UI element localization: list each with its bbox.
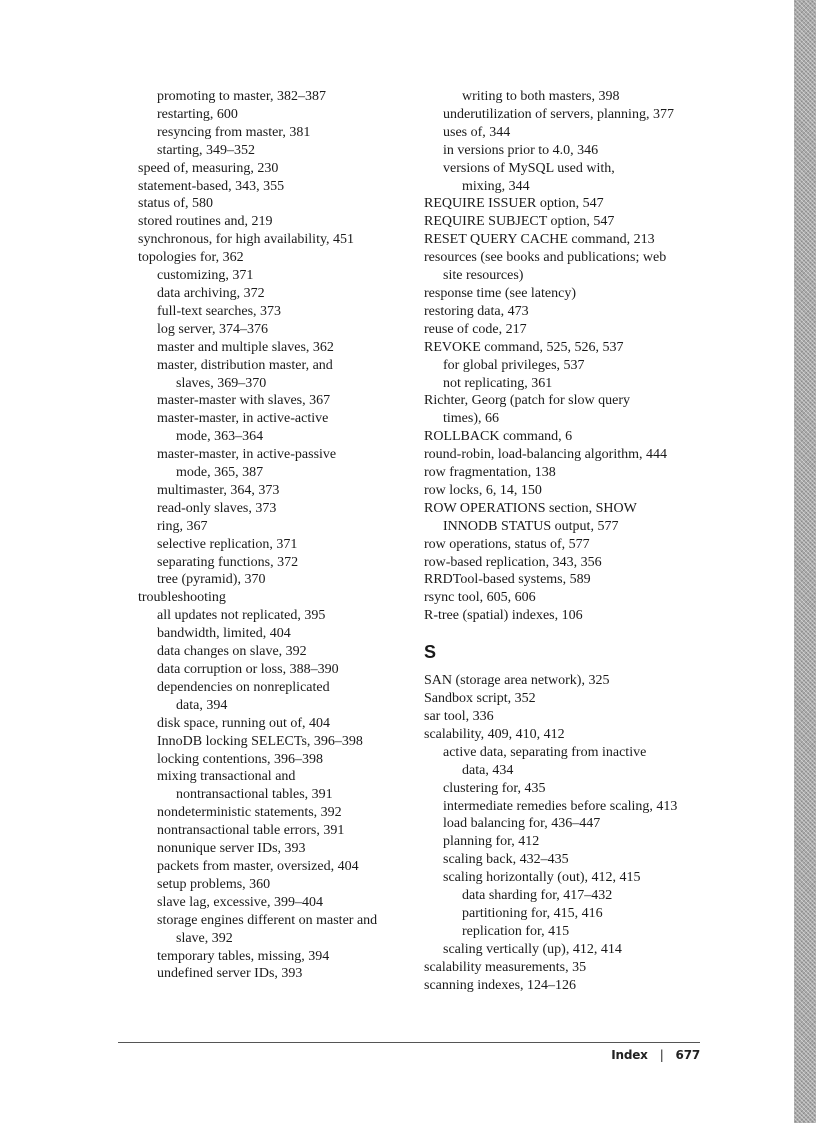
index-entry-text: multimaster, 364, 373 [157,482,280,498]
index-entry-text: speed of, measuring, 230 [138,160,279,176]
index-entry-continuation: slave, 392 [176,930,233,946]
index-entry [138,249,408,267]
index-entry-text: master-master, in active-active [157,411,329,427]
index-entry [157,142,408,160]
index-entry-continuation: mixing, 344 [462,178,530,194]
index-column-left [138,88,408,983]
index-entry [157,661,408,679]
index-entry [157,285,408,303]
index-entry [424,321,709,339]
index-entry-text: disk space, running out of, 404 [157,715,331,731]
index-entry [424,726,709,744]
index-entry-text: reuse of code, 217 [424,321,527,337]
index-entry-text: clustering for, 435 [443,780,546,796]
index-entry [157,124,408,142]
index-entry [424,195,709,213]
index-entry [424,392,709,428]
index-entry-text: read-only slaves, 373 [157,500,277,516]
index-entry-continuation: data, 394 [176,697,228,713]
index-entry-text: data sharding for, 417–432 [462,888,613,904]
index-entry-text: resources (see books and publications; web [424,250,667,266]
index-entry-text: underutilization of servers, planning, 377 [443,106,674,122]
index-entry [424,672,709,690]
index-entry [462,923,709,941]
footer-section-label: Index [611,1048,648,1062]
index-entry [157,357,408,393]
index-entry [157,554,408,572]
footer-rule [118,1042,700,1043]
index-entry-text: row operations, status of, 577 [424,536,590,552]
index-entry [443,941,709,959]
index-entry-text: stored routines and, 219 [138,214,273,230]
index-entry [157,446,408,482]
index-entry-text: data changes on slave, 392 [157,644,307,660]
index-entry [443,833,709,851]
index-entry-text: SAN (storage area network), 325 [424,673,610,689]
index-entry [157,876,408,894]
index-entry [424,339,709,357]
index-entry-text: for global privileges, 537 [443,357,585,373]
index-entry-text: separating functions, 372 [157,554,299,570]
index-entry [157,607,408,625]
index-entry-text: nondeterministic statements, 392 [157,805,342,821]
index-entry-text: Sandbox script, 352 [424,691,536,707]
index-entry-text: undefined server IDs, 393 [157,966,303,982]
index-entry-text: planning for, 412 [443,834,540,850]
index-entry-text: synchronous, for high availability, 451 [138,232,355,248]
index-entry-continuation: nontransactional tables, 391 [176,787,333,803]
index-entry-text: master-master with slaves, 367 [157,393,331,409]
index-column-right [424,88,709,995]
index-entry [443,780,709,798]
index-entry-text: partitioning for, 415, 416 [462,905,603,921]
index-entry [157,267,408,285]
index-entry-text: versions of MySQL used with, [443,160,615,176]
index-entry [138,231,408,249]
index-entry [157,321,408,339]
index-entry [443,798,709,816]
index-entry [424,708,709,726]
index-entry-text: rsync tool, 605, 606 [424,590,536,606]
index-entry [157,571,408,589]
index-entry [157,822,408,840]
index-entry [157,536,408,554]
index-entry-text: nontransactional table errors, 391 [157,823,345,839]
index-entry-text: status of, 580 [138,196,214,212]
index-entry-text: master and multiple slaves, 362 [157,339,334,355]
index-entry [157,339,408,357]
index-entry-text: round-robin, load-balancing algorithm, 444 [424,447,667,463]
index-entry-continuation: slaves, 369–370 [176,375,267,391]
index-entry [424,571,709,589]
index-entry [157,948,408,966]
index-entry-text: REVOKE command, 525, 526, 537 [424,339,624,355]
index-entry [157,733,408,751]
index-entry [424,249,709,285]
index-entry [157,518,408,536]
index-entry [157,768,408,804]
index-entry [157,643,408,661]
index-entry-text: scanning indexes, 124–126 [424,977,577,993]
index-entry-text: load balancing for, 436–447 [443,816,601,832]
index-entry-text: replication for, 415 [462,923,570,939]
page-footer [611,1048,700,1062]
index-entry [157,679,408,715]
index-entry-continuation: mode, 363–364 [176,429,264,445]
index-entry-text: row fragmentation, 138 [424,465,556,481]
index-entry-text: customizing, 371 [157,268,254,284]
index-entry [443,142,709,160]
index-entry-continuation: INNODB STATUS output, 577 [443,518,619,534]
index-entry-text: scaling horizontally (out), 412, 415 [443,870,641,886]
section-letter-heading: S [424,642,437,663]
index-entry-text: mixing transactional and [157,769,296,785]
index-entry [157,840,408,858]
index-entry [157,106,408,124]
index-entry-text: restoring data, 473 [424,303,529,319]
index-entry-continuation: times), 66 [443,411,499,427]
index-entry-text: row locks, 6, 14, 150 [424,482,542,498]
index-entry-text: data archiving, 372 [157,285,265,301]
index-entry-text: REQUIRE ISSUER option, 547 [424,196,604,212]
index-entry-text: uses of, 344 [443,124,511,140]
index-entry-text: row-based replication, 343, 356 [424,554,602,570]
index-entry [424,464,709,482]
index-entry [157,894,408,912]
index-entry [424,285,709,303]
index-entry-text: statement-based, 343, 355 [138,178,285,194]
page-number: 677 [675,1048,700,1062]
index-entry-text: in versions prior to 4.0, 346 [443,142,599,158]
index-entry-text: Richter, Georg (patch for slow query [424,393,631,409]
index-entry [424,959,709,977]
index-entry [424,554,709,572]
index-entry [424,303,709,321]
index-entry [424,482,709,500]
index-entry [157,392,408,410]
index-entry-text: storage engines different on master and [157,912,378,928]
index-entry-text: data corruption or loss, 388–390 [157,662,339,677]
index-entry [157,500,408,518]
index-entry-text: master, distribution master, and [157,357,333,373]
index-entry-text: InnoDB locking SELECTs, 396–398 [157,733,363,749]
index-entries-s [424,672,709,994]
index-entry-text: topologies for, 362 [138,250,244,266]
index-entry-text: intermediate remedies before scaling, 413 [443,798,678,814]
index-entry-text: scalability measurements, 35 [424,959,587,975]
index-entry [443,160,709,196]
index-entry [157,804,408,822]
index-entries-r [424,88,709,625]
index-entry [424,428,709,446]
index-entry-text: master-master, in active-passive [157,447,337,463]
index-entry-text: packets from master, oversized, 404 [157,858,359,874]
index-entry [443,851,709,869]
index-entry [157,410,408,446]
index-entry-text: full-text searches, 373 [157,303,282,319]
index-entry-text: dependencies on nonreplicated [157,679,330,695]
index-entry-text: ROLLBACK command, 6 [424,429,573,445]
index-entry-text: setup problems, 360 [157,876,271,892]
index-entry-text: bandwidth, limited, 404 [157,626,291,642]
index-entry [157,303,408,321]
index-entry-continuation: data, 434 [462,762,514,778]
index-entry [443,869,709,887]
index-entry [424,690,709,708]
index-entry-text: restarting, 600 [157,106,238,122]
index-entry-text: response time (see latency) [424,285,576,301]
index-entry-continuation: site resources) [443,268,524,284]
index-entry [138,589,408,607]
index-entry [424,231,709,249]
index-entry-text: selective replication, 371 [157,536,298,552]
index-entry [138,160,408,178]
index-entry-text: scaling back, 432–435 [443,852,569,868]
index-entry [157,751,408,769]
index-entry-text: ROW OPERATIONS section, SHOW [424,500,637,516]
index-entry [443,375,709,393]
index-entry [157,482,408,500]
index-entry-text: tree (pyramid), 370 [157,572,266,588]
index-entry [424,213,709,231]
page-edge-texture [794,0,816,1123]
index-entry-text: not replicating, 361 [443,375,553,391]
index-entry [443,744,709,780]
index-entry-text: slave lag, excessive, 399–404 [157,894,324,910]
index-entry-text: temporary tables, missing, 394 [157,948,330,964]
index-entry [462,905,709,923]
index-entry [138,213,408,231]
index-entry-text: scalability, 409, 410, 412 [424,726,565,742]
index-entry [157,965,408,983]
index-entry [424,589,709,607]
index-entry [157,912,408,948]
index-entry-text: R-tree (spatial) indexes, 106 [424,608,583,624]
index-entry-text: starting, 349–352 [157,142,255,158]
index-entry [443,815,709,833]
index-entry-text: locking contentions, 396–398 [157,751,324,767]
index-entry-text: active data, separating from inactive [443,744,647,760]
index-entry-text: REQUIRE SUBJECT option, 547 [424,214,615,230]
index-entry [157,625,408,643]
index-entry-text: all updates not replicated, 395 [157,608,326,624]
index-entry-text: nonunique server IDs, 393 [157,841,306,857]
index-entry [424,446,709,464]
index-entry [424,536,709,554]
index-entry-text: ring, 367 [157,518,208,534]
footer-separator: | [659,1048,664,1062]
index-entry [138,195,408,213]
index-entry-text: troubleshooting [138,590,226,606]
index-entry [424,977,709,995]
index-entry [443,357,709,375]
index-entry-continuation: mode, 365, 387 [176,465,264,481]
index-entry [424,500,709,536]
index-entry [462,88,709,106]
index-entry-text: resyncing from master, 381 [157,124,311,140]
index-entry-text: sar tool, 336 [424,709,494,724]
index-entry-text: promoting to master, 382–387 [157,89,326,104]
index-entry [157,88,408,106]
index-entry [138,178,408,196]
index-entry-text: RRDTool-based systems, 589 [424,572,591,588]
index-entry-text: log server, 374–376 [157,321,269,337]
index-entry [443,124,709,142]
index-entry [157,858,408,876]
index-entry-text: RESET QUERY CACHE command, 213 [424,232,655,248]
index-entry-text: writing to both masters, 398 [462,89,620,104]
index-entry-text: scaling vertically (up), 412, 414 [443,941,622,957]
index-entry [424,607,709,625]
index-entry [462,887,709,905]
index-entry [157,715,408,733]
index-entry [443,106,709,124]
